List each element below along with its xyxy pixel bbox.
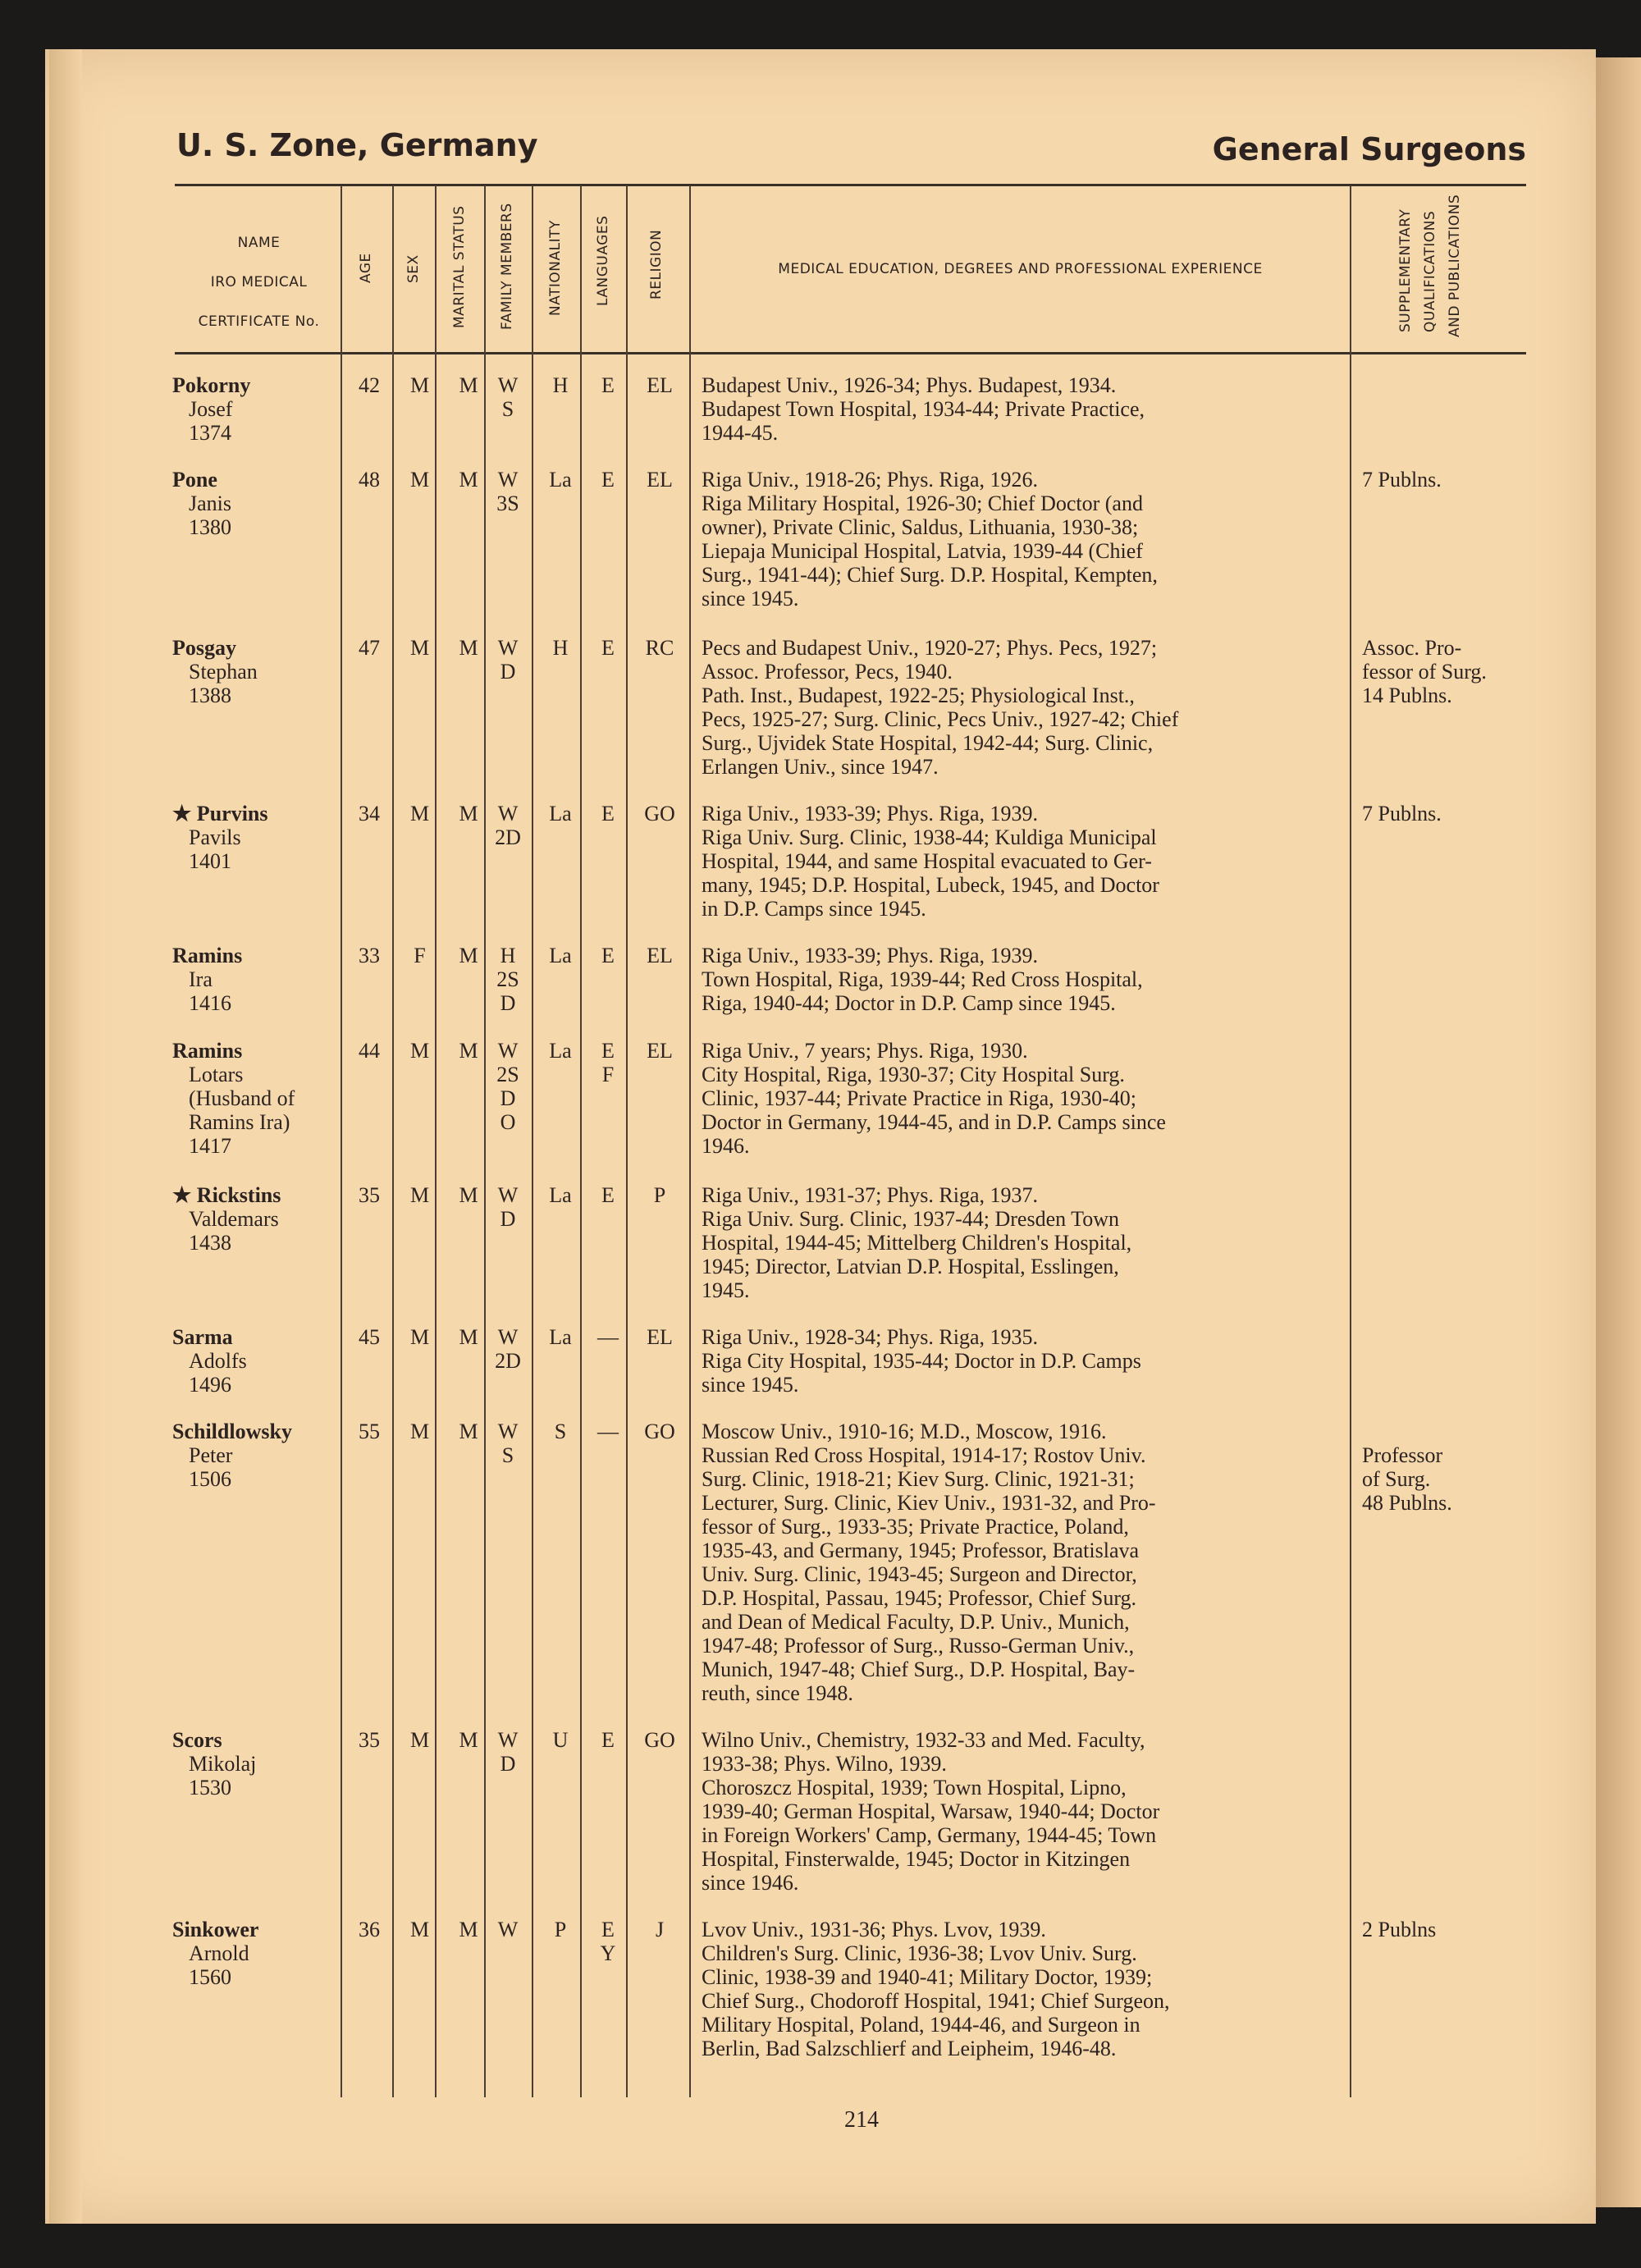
- marital-status-cell: M: [459, 1183, 478, 1207]
- marital-status-cell: M: [459, 1918, 478, 1941]
- religion-cell: EL: [647, 1325, 673, 1349]
- languages-cell: E: [601, 373, 615, 397]
- nationality-cell: La: [549, 802, 572, 825]
- religion-cell: J: [655, 1918, 665, 1941]
- column-divider: [532, 185, 533, 2097]
- surname: ★ Purvins: [172, 802, 268, 825]
- given-name: Josef: [189, 397, 233, 421]
- education-cell: Budapest Univ., 1926-34; Phys. Budapest, 1934. Budapest Town Hospital, 1934-44; Private Practice, 1944-45.: [702, 373, 1145, 445]
- given-name: Stephan: [189, 660, 258, 684]
- section-heading: General Surgeons: [1212, 131, 1526, 167]
- name-cell: [172, 802, 336, 873]
- name-cell: [172, 1183, 336, 1255]
- certificate-number: 1374: [189, 421, 231, 445]
- given-name: Janis: [189, 492, 231, 515]
- column-divider: [341, 185, 342, 2097]
- languages-cell: —: [597, 1420, 619, 1443]
- nationality-cell: La: [549, 468, 572, 492]
- certificate-number: 1417: [189, 1134, 231, 1158]
- sex-cell: M: [409, 1039, 430, 1063]
- nationality-cell: H: [552, 373, 569, 397]
- name-cell: [172, 1918, 336, 1989]
- supplementary-cell: 7 Publns.: [1362, 468, 1442, 492]
- religion-cell: EL: [647, 1039, 673, 1063]
- family-members-cell: W 2S D O: [496, 1039, 519, 1134]
- given-name: Valdemars: [189, 1207, 279, 1231]
- supplementary-cell: Professor of Surg. 48 Publns.: [1362, 1443, 1452, 1515]
- age-cell: 47: [359, 636, 380, 660]
- sex-cell: F: [414, 944, 426, 967]
- sex-cell: M: [409, 1183, 430, 1207]
- education-column-header: MEDICAL EDUCATION, DEGREES AND PROFESSIONAL EXPERIENCE: [778, 261, 1263, 277]
- sex-cell: M: [409, 802, 430, 825]
- family-members-cell: H 2S D: [496, 944, 519, 1015]
- name-cell: [172, 1420, 336, 1491]
- surname: Pone: [172, 468, 217, 492]
- family-members-cell: W 2D: [495, 802, 521, 849]
- family-members-cell: W D: [497, 1183, 519, 1231]
- supplementary-cell: 7 Publns.: [1362, 802, 1442, 825]
- sex-cell: M: [409, 1728, 430, 1752]
- family-members-cell: W: [497, 1918, 519, 1941]
- age-cell: 45: [359, 1325, 380, 1349]
- supplementary-cell: Assoc. Pro- fessor of Surg. 14 Publns.: [1362, 636, 1487, 707]
- certificate-number: 1530: [189, 1776, 231, 1799]
- age-cell: 42: [359, 373, 380, 397]
- age-cell: 44: [359, 1039, 380, 1063]
- education-cell: Moscow Univ., 1910-16; M.D., Moscow, 1916. Russian Red Cross Hospital, 1914-17; Rostov Univ. Surg. Clinic, 1918-21; Kiev Surg. Clinic, 1921-31; Lecturer, Surg. Clinic, Kiev Univ., 1931-32, and Pro- fessor of Surg., 1933-35; Private Practice, Poland, 1935-43, and Germany, 1945; Professor, Bratislava Univ. Surg. Clinic, 1943-45; Surgeon and Director, D.P. Hospital, Passau, 1945; Professor, Chief Surg. and Dean of Medical Faculty, D.P. Univ., Munich, 1947-48; Professor of Surg., Russo-German Univ., Munich, 1947-48; Chief Surg., D.P. Hospital, Bay- reuth, since 1948.: [702, 1420, 1156, 1705]
- given-name: Pavils: [189, 825, 241, 849]
- religion-cell: P: [653, 1183, 666, 1207]
- religion-cell: GO: [644, 1728, 675, 1752]
- languages-cell: E Y: [600, 1918, 616, 1965]
- given-name: Peter: [189, 1443, 233, 1467]
- surname: Scors: [172, 1728, 222, 1752]
- education-cell: Riga Univ., 1918-26; Phys. Riga, 1926. Riga Military Hospital, 1926-30; Chief Doctor (and owner), Private Clinic, Saldus, Lithuania, 1930-38; Liepaja Municipal Hospital, Latvia, 1939-44 (Chief Surg., 1941-44); Chief Surg. D.P. Hospital, Kempten, since 1945.: [702, 468, 1158, 610]
- age-cell: 33: [359, 944, 380, 967]
- name-header-line: IRO MEDICAL: [210, 274, 308, 290]
- nationality-cell: La: [549, 944, 572, 967]
- age-cell: 35: [359, 1728, 380, 1752]
- family-members-column-header: FAMILY MEMBERS: [499, 203, 515, 330]
- name-cell: [172, 1325, 336, 1397]
- languages-cell: E: [601, 802, 615, 825]
- religion-cell: EL: [647, 468, 673, 492]
- next-page-edge: [1596, 57, 1641, 2207]
- sex-column-header: SEX: [405, 254, 422, 283]
- languages-cell: E: [601, 1728, 615, 1752]
- family-members-cell: W 2D: [495, 1325, 521, 1373]
- column-divider: [689, 185, 691, 2097]
- name-cell: [172, 636, 336, 707]
- marital-status-cell: M: [459, 1728, 478, 1752]
- languages-cell: E: [601, 944, 615, 967]
- education-cell: Riga Univ., 7 years; Phys. Riga, 1930. City Hospital, Riga, 1930-37; City Hospital Surg. Clinic, 1937-44; Private Practice in Riga, 1930-40; Doctor in Germany, 1944-45, and in D.P. Camps since 1946.: [702, 1039, 1166, 1158]
- given-name: Ira: [189, 967, 213, 991]
- languages-cell: E F: [601, 1039, 615, 1086]
- certificate-number: 1401: [189, 849, 231, 873]
- sex-cell: M: [409, 373, 430, 397]
- age-cell: 35: [359, 1183, 380, 1207]
- education-cell: Riga Univ., 1931-37; Phys. Riga, 1937. Riga Univ. Surg. Clinic, 1937-44; Dresden Town Hospital, 1944-45; Mittelberg Children's Hospital, 1945; Director, Latvian D.P. Hospital, Esslingen, 1945.: [702, 1183, 1132, 1302]
- sex-cell: M: [409, 1325, 430, 1349]
- name-header-line: NAME: [237, 235, 281, 251]
- certificate-number: 1388: [189, 684, 231, 707]
- surname: Ramins: [172, 1039, 243, 1063]
- surname: Schildlowsky: [172, 1420, 292, 1443]
- surname: Posgay: [172, 636, 236, 660]
- marital-status-column-header: MARITAL STATUS: [451, 205, 468, 328]
- header-top-rule: [175, 184, 1526, 186]
- nationality-cell: La: [549, 1325, 572, 1349]
- supplementary-cell: 2 Publns: [1362, 1918, 1437, 1941]
- marital-status-cell: M: [459, 1420, 478, 1443]
- certificate-number: 1560: [189, 1965, 231, 1989]
- name-cell: [172, 1039, 336, 1158]
- name-cell: [172, 944, 336, 1015]
- sex-cell: M: [409, 1918, 430, 1941]
- education-cell: Riga Univ., 1928-34; Phys. Riga, 1935. Riga City Hospital, 1935-44; Doctor in D.P. Camps since 1945.: [702, 1325, 1141, 1397]
- languages-column-header: LANGUAGES: [595, 215, 611, 306]
- certificate-number: 1380: [189, 515, 231, 539]
- column-divider: [1350, 185, 1351, 2097]
- name-cell: [172, 468, 336, 539]
- family-members-cell: W S: [497, 373, 519, 421]
- sex-cell: M: [409, 468, 430, 492]
- marital-status-cell: M: [459, 1325, 478, 1349]
- certificate-number: 1506: [189, 1467, 231, 1491]
- languages-cell: —: [597, 1325, 619, 1349]
- name-column-header: [179, 223, 339, 341]
- age-cell: 55: [359, 1420, 380, 1443]
- nationality-column-header: NATIONALITY: [547, 220, 564, 316]
- religion-cell: GO: [644, 1420, 675, 1443]
- given-name: Lotars: [189, 1063, 244, 1086]
- age-column-header: AGE: [358, 253, 374, 283]
- surname: ★ Rickstins: [172, 1183, 281, 1207]
- name-cell: [172, 1728, 336, 1799]
- nationality-cell: P: [554, 1918, 567, 1941]
- certificate-number: 1496: [189, 1373, 231, 1397]
- supplementary-header-line: SUPPLEMENTARY: [1397, 208, 1414, 332]
- religion-cell: RC: [645, 636, 674, 660]
- education-cell: Riga Univ., 1933-39; Phys. Riga, 1939. Riga Univ. Surg. Clinic, 1938-44; Kuldiga Municipal Hospital, 1944, and same Hospital evacuated to Ger- many, 1945; D.P. Hospital, Lubeck, 1945, and Doctor in D.P. Camps since 1945.: [702, 802, 1159, 921]
- nationality-cell: H: [552, 636, 569, 660]
- religion-cell: EL: [647, 373, 673, 397]
- nationality-cell: La: [549, 1039, 572, 1063]
- surname: Sinkower: [172, 1918, 259, 1941]
- supplementary-header-line: AND PUBLICATIONS: [1447, 194, 1463, 337]
- marital-status-cell: M: [459, 944, 478, 967]
- nationality-cell: La: [549, 1183, 572, 1207]
- zone-heading: U. S. Zone, Germany: [176, 127, 538, 163]
- name-header-line: CERTIFICATE No.: [198, 313, 320, 330]
- age-cell: 34: [359, 802, 380, 825]
- marital-status-cell: M: [459, 1039, 478, 1063]
- sex-cell: M: [409, 636, 430, 660]
- marital-status-cell: M: [459, 373, 478, 397]
- languages-cell: E: [601, 468, 615, 492]
- supplementary-header-line: QUALIFICATIONS: [1422, 210, 1438, 332]
- surname: Sarma: [172, 1325, 233, 1349]
- sex-cell: M: [409, 1420, 430, 1443]
- marital-status-cell: M: [459, 802, 478, 825]
- education-cell: Riga Univ., 1933-39; Phys. Riga, 1939. Town Hospital, Riga, 1939-44; Red Cross Hospital, Riga, 1940-44; Doctor in D.P. Camp since 1945.: [702, 944, 1143, 1015]
- surname: Ramins: [172, 944, 243, 967]
- marital-status-cell: M: [459, 636, 478, 660]
- education-cell: Lvov Univ., 1931-36; Phys. Lvov, 1939. Children's Surg. Clinic, 1936-38; Lvov Univ. Surg. Clinic, 1938-39 and 1940-41; Military Doctor, 1939; Chief Surg., Chodoroff Hospital, 1941; Chief Surgeon, Military Hospital, Poland, 1944-46, and Surgeon in Berlin, Bad Salzschlierf and Leipheim, 1946-48.: [702, 1918, 1170, 2060]
- page-spine-edge: [49, 49, 82, 2224]
- given-name: Arnold: [189, 1941, 249, 1965]
- family-members-cell: W S: [497, 1420, 519, 1467]
- family-members-cell: W 3S: [496, 468, 519, 515]
- languages-cell: E: [601, 636, 615, 660]
- certificate-number: 1438: [189, 1231, 231, 1255]
- name-cell: [172, 373, 336, 445]
- name-note: (Husband of Ramins Ira): [189, 1086, 295, 1134]
- given-name: Mikolaj: [189, 1752, 257, 1776]
- religion-cell: GO: [644, 802, 675, 825]
- marital-status-cell: M: [459, 468, 478, 492]
- age-cell: 36: [359, 1918, 380, 1941]
- given-name: Adolfs: [189, 1349, 247, 1373]
- religion-column-header: RELIGION: [648, 229, 665, 300]
- age-cell: 48: [359, 468, 380, 492]
- surname: Pokorny: [172, 373, 251, 397]
- languages-cell: E: [601, 1183, 615, 1207]
- nationality-cell: S: [554, 1420, 567, 1443]
- header-bottom-rule: [175, 352, 1526, 354]
- page-number: 214: [844, 2107, 879, 2133]
- family-members-cell: W D: [497, 1728, 519, 1776]
- education-cell: Pecs and Budapest Univ., 1920-27; Phys. Pecs, 1927; Assoc. Professor, Pecs, 1940. Path. Inst., Budapest, 1922-25; Physiological Inst., Pecs, 1925-27; Surg. Clinic, Pecs Univ., 1927-42; Chief Surg., Ujvidek State Hospital, 1942-44; Surg. Clinic, Erlangen Univ., since 1947.: [702, 636, 1179, 779]
- nationality-cell: U: [552, 1728, 569, 1752]
- religion-cell: EL: [647, 944, 673, 967]
- certificate-number: 1416: [189, 991, 231, 1015]
- education-cell: Wilno Univ., Chemistry, 1932-33 and Med. Faculty, 1933-38; Phys. Wilno, 1939. Choroszcz Hospital, 1939; Town Hospital, Lipno, 1939-40; German Hospital, Warsaw, 1940-44; Doctor in Foreign Workers' Camp, Germany, 1944-45; Town Hospital, Finsterwalde, 1945; Doctor in Kitzingen since 1946.: [702, 1728, 1160, 1895]
- family-members-cell: W D: [497, 636, 519, 684]
